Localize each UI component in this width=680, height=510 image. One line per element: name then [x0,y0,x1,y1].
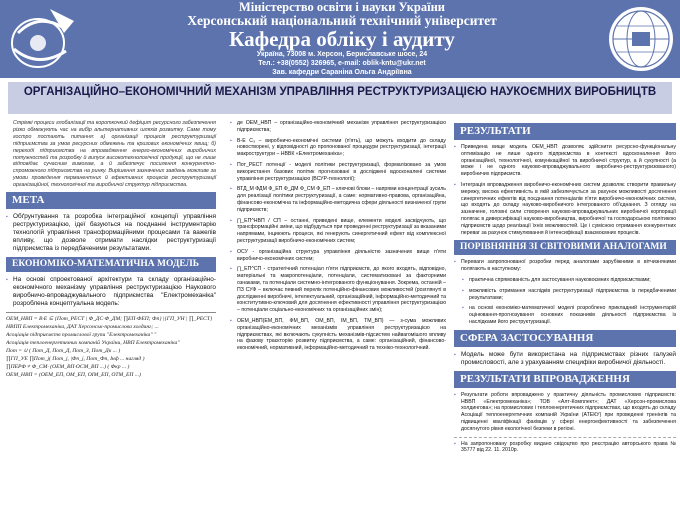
contacts: Тел.: +38(0552) 326965, e-mail: oblik-kntu@ukr.net [258,60,426,67]
university-logo-icon [4,3,84,75]
intro-paragraph [6,120,216,189]
formula-line: Асоціація теплоенергетичних компаній України, НВП Електромеханіка" [6,340,180,347]
model-term-item: ▪ ОЕМ_НВП(ЕМ_ВП, ФМ_ВП, ОМ_ВП, ІМ_ВП, ТМ_ВП) — з-сума можливих організаційно-економічних механізмів управління реструктуризацією на підприємствах, які включають сукупність механізмів-підсистем найвагомішого впливу на фазову траєкторію розвитку підприємства, а саме: організаційний, фінансово-економічний, нормативний, інформаційно-методичний та техніко-технологічний. [230,318,446,352]
model-formula [6,312,216,379]
comparison-item: ▪ практична спрямованість для застосування науковоємних підприємствами; [462,277,676,284]
formula-line: ∏ПЕРФ ≠ Ф_СМ· (ОЕМ_ВП·ОСМ_ВП ...) ( Фкр ... ) [6,364,130,371]
model-term-item: ▪ ОСУ - організаційна структура управління діяльністю зазначених вище п'яти виробничо-економічних систем; [230,249,446,263]
model-text: ▪ На основі спроектованої архітектури та складу організаційно-економічного механізму управління реструктуризацією Наукового виробничо-впроваджувального підприємства "Електромеханіка" розроблена концептуальна модель: [6,276,216,308]
implementation-heading: РЕЗУЛЬТАТИ ВПРОВАДЖЕННЯ [454,371,676,388]
formula-line: ∏ГП_УЕ ∏Пот_j( Пот_j, |Фп_j, Пот_Фп, Інф ... нагляд ) [6,356,145,363]
department-name: Кафедра обліку і аудиту [229,27,455,51]
divider [454,437,676,438]
department-logo-icon [606,2,676,76]
ministry-name: Міністерство освіти і науки України [239,0,445,14]
column-middle [230,120,446,506]
model-term-item: ▪ де ОЕМ_НВП – організаційно-економічний механізм управління реструктуризацією підприємства; [230,120,446,134]
comparison-heading: ПОРІВНЯННЯ ЗІ СВІТОВИМИ АНАЛОГАМИ [454,240,676,255]
formula-line: OEM_НВП = (ОЕМ_ЕП, ОМ_ЕП, ОІМ_ЕП, ОТМ_ЕП ...) [6,372,141,379]
model-term-item: ▪ В-Е С₃ – виробничо-економічні системи (п'ять), що можуть входити до складу новостворені, у відповідності до пропонованої процедури реструктуризації, інтеграції макроструктури – НВВК «Електромеханіка»; [230,138,446,158]
model-term-item: ▪ ∏_ЕП^СП - стратегічний потенціал п'яти підприємств, до якого входять, відповідно, матеріальні та макропотенціали, потенціали, систематизовані за факторними ознаками, та потенціали системно-інтегрованого функціонування. Зокрема, останній – ПЗ СУФ – включає певний перелік потенційно-фінансових можливостей (розглянуті в дослідженні виробничі, інтелектуальний, організаційний, інформаційно-методичний та конститутивно-ключовий для досягнення ефективності управління реструктуризацією – потенціали соціально-економічних та організаційних змін); [230,266,446,314]
column-right [454,120,676,506]
model-heading: ЕКОНОМІКО-МАТЕМАТИЧНА МОДЕЛЬ [6,257,216,272]
formula-line: Асоціація підприємств промислової групи "Електромеханіка" " [6,332,157,339]
scope-text: ▪ Модель може бути використана на підприємствах різних галузей промисловості, але з урахуванням специфіки виробничої діяльності. [454,351,676,367]
model-term-item: ▪ Пот_РЕСТ потенції - моделі політики реструктуризації, формалізовано за умов використання базових політик прогнозовані в досліджені вдосконалені системи управління реструктуризацією (ВСУР-технології); [230,162,446,182]
formula-line: Пот = ∪ ( Пот_Д, Пот_Д, Пот_З, Пот_Дк ... ) [6,348,121,355]
results-item: ▪ Приведена вище модель ОЕМ_НВП дозволяє здійснити ресурсно-функціональну оптимізацію не лише одного підприємства в контексті вдосконалення його організаційної, технологічної, комунікаційної та виробничої структур, а й сукупності (а може і не одного науково-впроваджувального виробничо-реструктуризованого) виробничих підприємств. [454,144,676,178]
formula-line: OEM_НВП = B·E ⊆ {Пот_РЕСТ | Ф_ДС·Ф_ДМ; ∏ЕП·ФЕП; Фп} |{ГП_УН | ∏_РЕСТ} [6,316,213,323]
scope-heading: СФЕРА ЗАСТОСУВАННЯ [454,330,676,347]
meta-text: ▪ Обґрунтування та розробка інтеграційної концепції управління реструктуризацією, ідеї базуються на поєднанні інструментарію технологій управління трансформаційними процесами та важелів впливу, що дозволе отримати наслідки реструктуризації підприємства із передбаченими результатами. [6,213,216,253]
formula-line: НВПП Електромеханіка, ДАТ Херсонськ-промислова холдинг; ... [6,324,159,331]
poster-title-band [8,82,672,114]
department-head: Зав. кафедри Сараніна Ольга Андріївна [272,69,412,76]
comparison-item: ▪ на основі економіко-математичної моделі розроблено прикладний інструментарій оцінювання-прогнозування основних показників діяльності підприємства із наслідками його реструктуризації. [462,305,676,325]
comparison-item: ▪ Переваги запропонованої розробки перед аналогами зарубіжними в вітчизняними полягають в наступному: [454,259,676,273]
university-name: Херсонський національний технічний університет [187,13,497,28]
poster-title: ОРГАНІЗАЦІЙНО–ЕКОНОМІЧНИЙ МЕХАНІЗМ УПРАВЛІННЯ РЕСТРУКТУРИЗАЦІЄЮ НАУКОЄМНИХ ВИРОБНИЦТВ [23,86,657,98]
column-left [6,120,216,506]
model-term-item: ▪ ∏_ЕП^НВП / СП – останні, приведені вище, елементи моделі засвідчують, що трансформаційні зміни, що відбудуться при проведенні реструктуризації за вказаними напрямами, інциюють процеси, які генерують синергетичний ефект від комплексної реструктуризації виробничо-економічних систем; [230,218,446,245]
intro-text: Стрімкі процеси глобалізації та короткочкий дефіцит ресурсного забезпечення різко обмежують час на вибір альтернативних шляхів розвитку. Саме тому гостро постають питання: а) організації процесів реструктуризації підприємства за умов ресурсних обмежень та кризових економічних явищ; б) переході підприємства на впровадження енерго-економічних виробничих потужностей та розробку й випуск високотехнологічної продукції, що не лише відповідає сучасним вимогам, а й забезпечує посилення конкурентно-спроможного підприємства на ринку. Вирішення зазначених завдань можливе за умови проведення перманентних й ефективних процесів реструктуризації організаційної, технологічної та виробничої структур підприємства. [13,120,216,189]
address: Україна, 73008 м. Херсон, Бериславське шосе, 24 [256,51,428,58]
implementation-item: ▪ На запропоновану розробку видано свідоцтво про реєстрацію авторського права № 35777 від 22. 11. 2010р. [454,441,676,455]
comparison-item: ▪ можливість отримання наслідків реструктуризації підприємства із передбаченими результатами; [462,288,676,302]
meta-heading: МЕТА [6,192,216,209]
model-term-item: ▪ ВТД_М ФДМ Ф_ЕП Ф_ДМ Ф_СМ Ф_ЕП – ключові блоки – напрями концентрації зусиль для реалізації політики реструктуризації, а саме: нормативно-правова, організаційна, фінансово-економічна та інформаційно-методична сфери діяльності визначеної групи підприємств; [230,186,446,213]
results-item: ▪ Інтеграція впровадження виробничо-економічних систем дозволяє створити правильну мережу, висока ефективність в якій забезпечується за рахунок можливості досягнення синергетичних ефектів від поєднання потенціалів п'яти виробничо-економічних систем, що входять до складу науково-виробничого інтегрованого об'єднання. З огляду на зазначене, головні сили створення науково-впроваджувальних виробничої корпорації полягає в диверсифікації науково-виробництва, виробничої та господарською політикою підприємств щодо реалізації їхніх можливостей. Це і сумісною отримання конкурентних переваг за рахунок стимулювання й інтенсифікації взаємоємних процесів. [454,182,676,236]
header-text [92,0,592,77]
implementation-item: ▪ Результати роботи впроваджено у практичну діяльність промислових підприємств: НВВП «Електромеханіка»; ТОВ «Алт-Комплект»; ДАТ «Херсон-промислова холдингова»; на промислових і теплоенергетичних підприємствах, що входять до складу Асоціації теплоенергетичних компаній України (АТЕКУ) при проведенні тренінгів та підвищенні кваліфікації фахівців у сфері енергоефективності та забезпечення досягнутого рівня екологічної безпеки в регіоні. [454,392,676,433]
header-banner [0,0,680,78]
results-heading: РЕЗУЛЬТАТИ [454,123,676,140]
